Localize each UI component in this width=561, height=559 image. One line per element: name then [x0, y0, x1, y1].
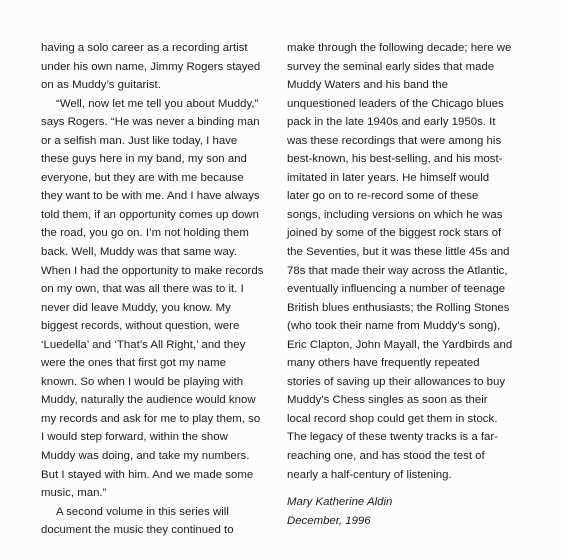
- text-line: But I stayed with him. And we made some: [41, 468, 254, 481]
- text-line: joined by some of the biggest rock stars of: [287, 227, 502, 240]
- text-line: never did leave Muddy, you know. My: [41, 301, 231, 314]
- text-line: I would step forward, within the show: [41, 431, 228, 444]
- text-line: stories of saving up their allowances to buy: [287, 375, 506, 388]
- text-line: they want to be with me. And I have always: [41, 190, 260, 203]
- text-line: was these recordings that were among his: [287, 134, 502, 147]
- text-line: imitated in later years. He himself would: [287, 171, 490, 184]
- text-line: told them, if an opportunity comes up down: [41, 208, 260, 221]
- text-line: later go on to re-record some of these: [287, 190, 479, 203]
- text-line: songs, including versions on which he was: [287, 208, 503, 221]
- text-line: survey the seminal early sides that made: [287, 60, 495, 73]
- text-line: everyone, but they are with me because: [41, 171, 244, 184]
- text-line: these guys here in my band, my son and: [41, 153, 247, 166]
- text-line: best-known, his best-selling, and his most-: [287, 153, 503, 166]
- text-line: Muddy, naturally the audience would know: [41, 394, 256, 407]
- text-line: says Rogers. “He was never a binding man: [41, 116, 260, 129]
- right-column: [287, 39, 523, 530]
- text-line: on my own, that was all there was to it. I: [41, 283, 244, 296]
- text-line: Muddy was doing, and take my numbers.: [41, 450, 250, 463]
- text-line: “Well, now let me tell you about Muddy,”: [56, 97, 259, 110]
- text-line: or a selfish man. Just like today, I have: [41, 134, 238, 147]
- text-line: biggest records, without question, were: [41, 320, 240, 333]
- text-line: known. So when I would be playing with: [41, 375, 244, 388]
- text-line: (who took their name from Muddy’s song),: [287, 320, 501, 333]
- text-line: local record shop could get them in stock.: [287, 412, 498, 425]
- text-line: Muddy Waters and his band the: [287, 79, 448, 92]
- text-line: the Seventies, but it was these little 45s and: [287, 246, 510, 259]
- text-line: document the music they continued to: [41, 524, 234, 537]
- text-line: on as Muddy’s guitarist.: [41, 79, 161, 92]
- text-line: back. Well, Muddy was that same way.: [41, 246, 237, 259]
- text-line: When I had the opportunity to make records: [41, 264, 264, 277]
- text-line: 78s that made their way across the Atlantic,: [287, 264, 508, 277]
- text-line: nearly a half-century of listening.: [287, 468, 452, 481]
- text-line: eventually influencing a number of teenage: [287, 283, 506, 296]
- text-line: reaching one, and has stood the test of: [287, 450, 485, 463]
- text-line: ‘Luedella’ and ‘That’s All Right,’ and they: [41, 338, 246, 351]
- signature-date: December, 1996: [287, 514, 371, 527]
- left-column: [41, 39, 277, 540]
- text-line: British blues enthusiasts; the Rolling Stones: [287, 301, 510, 314]
- text-line: the road, you go on. I’m not holding them: [41, 227, 249, 240]
- text-line: The legacy of these twenty tracks is a far-: [287, 431, 499, 444]
- text-line: A second volume in this series will: [56, 505, 229, 518]
- text-line: having a solo career as a recording artist: [41, 42, 248, 54]
- text-line: make through the following decade; here we: [287, 42, 512, 54]
- text-line: music, man.”: [41, 487, 107, 500]
- author-name: Mary Katherine Aldin: [287, 496, 393, 509]
- text-line: my records and ask for me to play them, so: [41, 412, 261, 425]
- text-line: Muddy’s Chess singles as soon as their: [287, 394, 488, 407]
- text-line: under his own name, Jimmy Rogers stayed: [41, 60, 261, 73]
- text-line: were the ones that first got my name: [41, 357, 226, 370]
- text-line: unquestioned leaders of the Chicago blues: [287, 97, 504, 110]
- signature-spacer: [287, 484, 523, 493]
- text-line: many others have frequently repeated: [287, 357, 480, 370]
- text-line: pack in the late 1940s and early 1950s. It: [287, 116, 496, 129]
- text-line: Eric Clapton, John Mayall, the Yardbirds and: [287, 338, 513, 351]
